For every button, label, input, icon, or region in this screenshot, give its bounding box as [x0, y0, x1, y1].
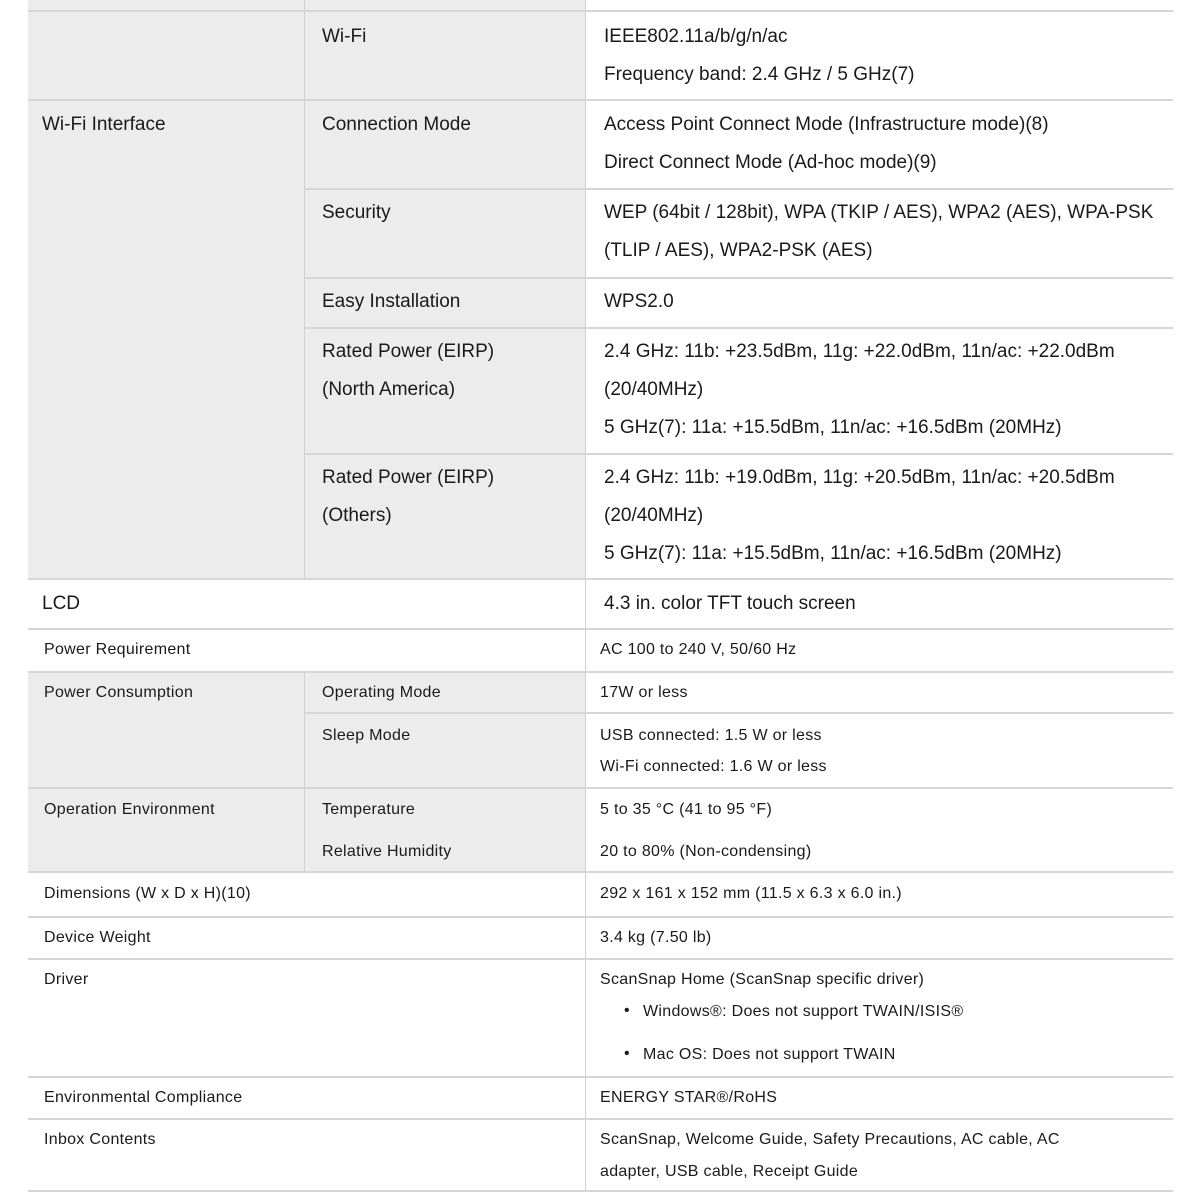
humidity-label: Relative Humidity [322, 843, 452, 860]
device-weight-label: Device Weight [44, 929, 151, 946]
power-consumption-label: Power Consumption [44, 684, 194, 701]
wifi-label: Wi-Fi [322, 26, 367, 47]
spec-table [28, 0, 1173, 1180]
table-row-lcd [28, 580, 1173, 628]
table-row-power-requirement [28, 630, 1173, 671]
bullet-icon: • [624, 1045, 630, 1062]
connection-mode-value-line: Access Point Connect Mode (Infrastructure mode)(8) [604, 114, 1049, 135]
table-row-power-consumption [28, 673, 1173, 787]
row-divider [304, 453, 1173, 455]
wifi-interface-cell [28, 12, 304, 578]
rated-power-others-label-line: Rated Power (EIRP) [322, 467, 495, 488]
driver-bullet-item: Mac OS: Does not support TWAIN [643, 1046, 896, 1063]
inbox-contents-value-line: ScanSnap, Welcome Guide, Safety Precautions, AC cable, AC [600, 1131, 1060, 1148]
wifi-interface-label: Wi-Fi Interface [42, 114, 166, 135]
driver-value: ScanSnap Home (ScanSnap specific driver) [600, 971, 925, 988]
security-value-line: (TLIP / AES), WPA2-PSK (AES) [604, 240, 873, 261]
table-row-environmental-compliance [28, 1078, 1173, 1118]
sleep-mode-value-line: Wi-Fi connected: 1.6 W or less [600, 758, 827, 775]
power-requirement-value: AC 100 to 240 V, 50/60 Hz [600, 641, 797, 658]
rated-power-others-label-line: (Others) [322, 505, 392, 526]
easy-installation-value: WPS2.0 [604, 291, 674, 312]
driver-bullet-item: Windows®: Does not support TWAIN/ISIS® [643, 1003, 964, 1020]
operating-mode-label: Operating Mode [322, 684, 441, 701]
row-divider [304, 277, 1173, 279]
dimensions-label: Dimensions (W x D x H)(10) [44, 885, 251, 902]
connection-mode-value-line: Direct Connect Mode (Ad-hoc mode)(9) [604, 152, 937, 173]
environmental-compliance-label: Environmental Compliance [44, 1089, 243, 1106]
device-weight-value: 3.4 kg (7.50 lb) [600, 929, 712, 946]
humidity-value: 20 to 80% (Non-condensing) [600, 843, 812, 860]
rated-power-na-value-line: 2.4 GHz: 11b: +23.5dBm, 11g: +22.0dBm, 11n/ac: +22.0dBm [604, 341, 1115, 362]
wifi-value-line: Frequency band: 2.4 GHz / 5 GHz(7) [604, 64, 915, 85]
rated-power-na-value-line: 5 GHz(7): 11a: +15.5dBm, 11n/ac: +16.5dBm (20MHz) [604, 417, 1062, 438]
power-requirement-label: Power Requirement [44, 641, 191, 658]
bullet-icon: • [624, 1002, 630, 1019]
table-row-device-weight [28, 918, 1173, 958]
inbox-contents-value-line: adapter, USB cable, Receipt Guide [600, 1163, 859, 1180]
lcd-value: 4.3 in. color TFT touch screen [604, 593, 856, 614]
connection-mode-label: Connection Mode [322, 114, 471, 135]
table-row-wifi-section [28, 12, 1173, 578]
rated-power-others-value-line: (20/40MHz) [604, 505, 704, 526]
table-row-dimensions [28, 873, 1173, 916]
operating-mode-value: 17W or less [600, 684, 688, 701]
dimensions-value: 292 x 161 x 152 mm (11.5 x 6.3 x 6.0 in.) [600, 885, 902, 902]
rated-power-na-label-line: Rated Power (EIRP) [322, 341, 495, 362]
wifi-value-line: IEEE802.11a/b/g/n/ac [604, 26, 788, 47]
row-divider [304, 188, 1173, 190]
inbox-contents-label: Inbox Contents [44, 1131, 156, 1148]
sleep-mode-label: Sleep Mode [322, 727, 411, 744]
row-divider [28, 99, 1173, 101]
table-row-inbox-contents [28, 1120, 1173, 1190]
easy-installation-label: Easy Installation [322, 291, 461, 312]
row-divider [304, 712, 1173, 714]
row-divider [28, 1190, 1173, 1192]
security-value-line: WEP (64bit / 128bit), WPA (TKIP / AES), WPA2 (AES), WPA-PSK [604, 202, 1154, 223]
table-row-driver [28, 960, 1173, 1076]
environmental-compliance-value: ENERGY STAR®/RoHS [600, 1089, 778, 1106]
lcd-label: LCD [42, 593, 81, 614]
row-divider [304, 327, 1173, 329]
table-row-partial-top [28, 0, 1173, 10]
sleep-mode-value-line: USB connected: 1.5 W or less [600, 727, 822, 744]
operation-environment-label: Operation Environment [44, 801, 215, 818]
rated-power-others-value-line: 5 GHz(7): 11a: +15.5dBm, 11n/ac: +16.5dBm (20MHz) [604, 543, 1062, 564]
rated-power-na-label-line: (North America) [322, 379, 456, 400]
rated-power-na-value-line: (20/40MHz) [604, 379, 704, 400]
rated-power-others-value-line: 2.4 GHz: 11b: +19.0dBm, 11g: +20.5dBm, 11n/ac: +20.5dBm [604, 467, 1115, 488]
temperature-label: Temperature [322, 801, 416, 818]
table-row-operation-environment [28, 789, 1173, 871]
driver-label: Driver [44, 971, 89, 988]
security-label: Security [322, 202, 391, 223]
temperature-value: 5 to 35 °C (41 to 95 °F) [600, 801, 773, 818]
